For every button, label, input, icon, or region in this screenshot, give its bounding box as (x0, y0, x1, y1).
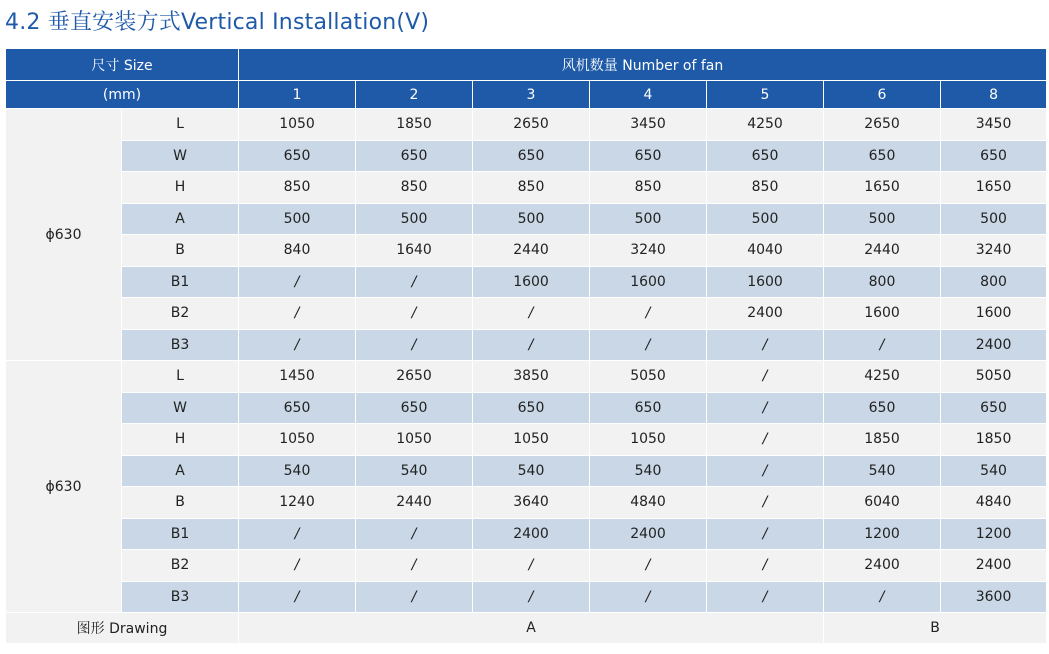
value-cell: 500 (356, 203, 473, 235)
value-cell: 840 (239, 235, 356, 267)
fan-count-cell: 1 (239, 81, 356, 109)
value-cell: 800 (941, 266, 1047, 298)
value-cell: 1600 (941, 298, 1047, 330)
value-cell: 850 (590, 172, 707, 204)
table-row (6, 581, 1047, 613)
param-cell: B2 (122, 298, 239, 330)
table-row (6, 172, 1047, 204)
value-cell: / (239, 518, 356, 550)
table-row (6, 487, 1047, 519)
value-cell: 500 (941, 203, 1047, 235)
value-cell: 540 (941, 455, 1047, 487)
value-cell: 1050 (239, 424, 356, 456)
value-cell: 850 (356, 172, 473, 204)
value-cell: 650 (941, 140, 1047, 172)
table-row (6, 361, 1047, 393)
value-cell: 1850 (356, 109, 473, 141)
value-cell: 1600 (473, 266, 590, 298)
table-row (6, 550, 1047, 582)
value-cell: 500 (239, 203, 356, 235)
value-cell: 650 (239, 392, 356, 424)
value-cell: 850 (239, 172, 356, 204)
value-cell: 1640 (356, 235, 473, 267)
value-cell: 2400 (707, 298, 824, 330)
value-cell: 650 (473, 140, 590, 172)
fan-count-cell: 2 (356, 81, 473, 109)
value-cell: 2650 (356, 361, 473, 393)
table-row (6, 329, 1047, 361)
value-cell: 1200 (941, 518, 1047, 550)
table-row (6, 518, 1047, 550)
size-group-label: ϕ630 (6, 361, 122, 613)
fan-count-cell: 5 (707, 81, 824, 109)
param-cell: H (122, 172, 239, 204)
fan-count-cell: 8 (941, 81, 1047, 109)
value-cell: / (590, 581, 707, 613)
value-cell: 540 (473, 455, 590, 487)
value-cell: 1650 (941, 172, 1047, 204)
value-cell: 2400 (590, 518, 707, 550)
value-cell: / (707, 361, 824, 393)
value-cell: 540 (590, 455, 707, 487)
value-cell: / (356, 298, 473, 330)
fan-count-cell: 3 (473, 81, 590, 109)
size-header: 尺寸 Size (6, 49, 239, 81)
value-cell: 2440 (824, 235, 941, 267)
table-row (6, 235, 1047, 267)
value-cell: / (707, 550, 824, 582)
value-cell: 650 (239, 140, 356, 172)
table-row (6, 109, 1047, 141)
param-cell: L (122, 361, 239, 393)
value-cell: 540 (356, 455, 473, 487)
unit-header: (mm) (6, 81, 239, 109)
param-cell: B2 (122, 550, 239, 582)
param-cell: B3 (122, 329, 239, 361)
value-cell: 4250 (707, 109, 824, 141)
value-cell: / (356, 518, 473, 550)
value-cell: 1450 (239, 361, 356, 393)
value-cell: 1240 (239, 487, 356, 519)
value-cell: 1050 (473, 424, 590, 456)
drawing-label: 图形 Drawing (6, 613, 239, 644)
drawing-a: A (239, 613, 824, 644)
value-cell: 650 (824, 392, 941, 424)
param-cell: B (122, 235, 239, 267)
value-cell: / (707, 487, 824, 519)
value-cell: / (590, 329, 707, 361)
value-cell: 3450 (590, 109, 707, 141)
value-cell: 2400 (473, 518, 590, 550)
value-cell: 1050 (590, 424, 707, 456)
value-cell: 6040 (824, 487, 941, 519)
value-cell: 3600 (941, 581, 1047, 613)
value-cell: / (707, 424, 824, 456)
value-cell: 2400 (941, 550, 1047, 582)
spec-table (5, 48, 1047, 644)
fan-count-cell: 4 (590, 81, 707, 109)
value-cell: 850 (707, 172, 824, 204)
value-cell: 850 (473, 172, 590, 204)
value-cell: / (356, 550, 473, 582)
value-cell: 650 (590, 392, 707, 424)
value-cell: 650 (356, 140, 473, 172)
value-cell: / (239, 329, 356, 361)
value-cell: 2650 (824, 109, 941, 141)
fan-count-cell: 6 (824, 81, 941, 109)
value-cell: 800 (824, 266, 941, 298)
param-cell: B (122, 487, 239, 519)
value-cell: / (473, 329, 590, 361)
value-cell: 500 (707, 203, 824, 235)
value-cell: 1050 (356, 424, 473, 456)
drawing-b: B (824, 613, 1047, 644)
size-group-label: ϕ630 (6, 109, 122, 361)
value-cell: 5050 (590, 361, 707, 393)
value-cell: 1850 (941, 424, 1047, 456)
fan-count-row (6, 81, 1047, 109)
value-cell: 500 (590, 203, 707, 235)
page-title: 4.2 垂直安装方式Vertical Installation(V) (5, 10, 430, 35)
value-cell: 3240 (590, 235, 707, 267)
value-cell: 4840 (590, 487, 707, 519)
value-cell: / (824, 581, 941, 613)
value-cell: / (590, 298, 707, 330)
value-cell: 3240 (941, 235, 1047, 267)
value-cell: 1850 (824, 424, 941, 456)
value-cell: 1600 (824, 298, 941, 330)
value-cell: 500 (473, 203, 590, 235)
param-cell: B1 (122, 266, 239, 298)
table-row (6, 455, 1047, 487)
value-cell: 3850 (473, 361, 590, 393)
value-cell: / (707, 392, 824, 424)
value-cell: / (590, 550, 707, 582)
value-cell: / (707, 329, 824, 361)
param-cell: W (122, 392, 239, 424)
header-row (6, 49, 1047, 81)
table-row (6, 424, 1047, 456)
value-cell: 1650 (824, 172, 941, 204)
value-cell: / (239, 550, 356, 582)
value-cell: 650 (590, 140, 707, 172)
table-row (6, 266, 1047, 298)
value-cell: 500 (824, 203, 941, 235)
value-cell: / (707, 518, 824, 550)
param-cell: W (122, 140, 239, 172)
table-row (6, 140, 1047, 172)
value-cell: / (473, 581, 590, 613)
param-cell: H (122, 424, 239, 456)
value-cell: / (707, 455, 824, 487)
value-cell: 5050 (941, 361, 1047, 393)
value-cell: 1200 (824, 518, 941, 550)
value-cell: 4250 (824, 361, 941, 393)
value-cell: 650 (473, 392, 590, 424)
param-cell: B1 (122, 518, 239, 550)
value-cell: 3450 (941, 109, 1047, 141)
fan-count-header: 风机数量 Number of fan (239, 49, 1047, 81)
table-row (6, 298, 1047, 330)
param-cell: B3 (122, 581, 239, 613)
value-cell: / (239, 581, 356, 613)
table-row (6, 203, 1047, 235)
value-cell: / (356, 329, 473, 361)
value-cell: 1050 (239, 109, 356, 141)
value-cell: 650 (707, 140, 824, 172)
drawing-row (6, 613, 1047, 644)
value-cell: / (239, 266, 356, 298)
value-cell: 1600 (707, 266, 824, 298)
value-cell: 540 (239, 455, 356, 487)
value-cell: 540 (824, 455, 941, 487)
value-cell: / (239, 298, 356, 330)
value-cell: 3640 (473, 487, 590, 519)
value-cell: 2400 (941, 329, 1047, 361)
value-cell: / (707, 581, 824, 613)
value-cell: / (356, 266, 473, 298)
value-cell: 2440 (473, 235, 590, 267)
param-cell: A (122, 455, 239, 487)
value-cell: 4040 (707, 235, 824, 267)
value-cell: 1600 (590, 266, 707, 298)
value-cell: / (356, 581, 473, 613)
param-cell: A (122, 203, 239, 235)
value-cell: 4840 (941, 487, 1047, 519)
value-cell: 2650 (473, 109, 590, 141)
value-cell: 2400 (824, 550, 941, 582)
value-cell: 650 (356, 392, 473, 424)
value-cell: 2440 (356, 487, 473, 519)
value-cell: / (473, 298, 590, 330)
value-cell: / (824, 329, 941, 361)
value-cell: 650 (824, 140, 941, 172)
value-cell: 650 (941, 392, 1047, 424)
value-cell: / (473, 550, 590, 582)
table-row (6, 392, 1047, 424)
param-cell: L (122, 109, 239, 141)
